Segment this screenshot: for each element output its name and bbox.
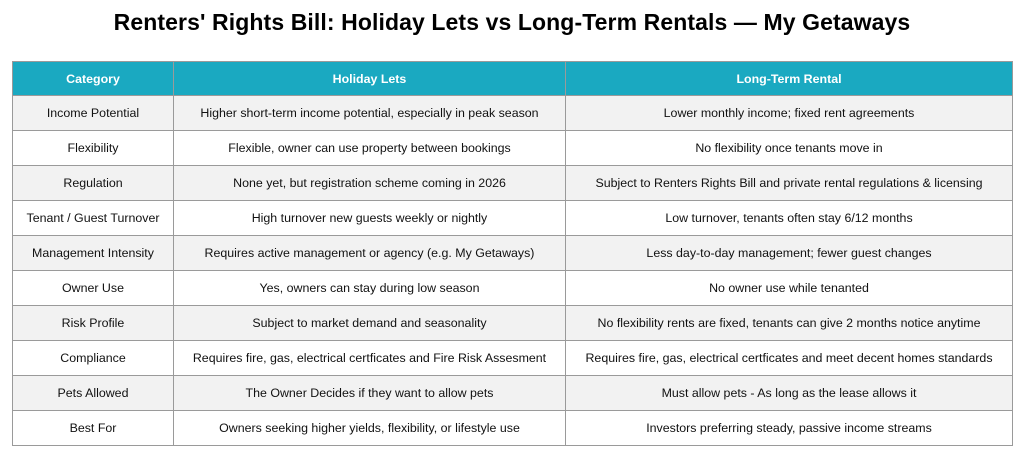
page-title: Renters' Rights Bill: Holiday Lets vs Long-Term Rentals — My Getaways <box>113 9 911 35</box>
category-cell: Management Intensity <box>13 236 174 271</box>
holiday-lets-cell: Subject to market demand and seasonality <box>174 306 566 341</box>
long-term-rental-cell: Investors preferring steady, passive income streams <box>566 411 1013 446</box>
table-row <box>13 201 1013 236</box>
long-term-rental-cell: Requires fire, gas, electrical certficates and meet decent homes standards <box>566 341 1013 376</box>
holiday-lets-cell: Requires active management or agency (e.g. My Getaways) <box>174 236 566 271</box>
long-term-rental-cell: No flexibility once tenants move in <box>566 131 1013 166</box>
long-term-rental-cell: Must allow pets - As long as the lease allows it <box>566 376 1013 411</box>
long-term-rental-cell: Less day-to-day management; fewer guest changes <box>566 236 1013 271</box>
header-holiday-lets: Holiday Lets <box>174 62 566 96</box>
holiday-lets-cell: Flexible, owner can use property between bookings <box>174 131 566 166</box>
holiday-lets-cell: Requires fire, gas, electrical certficates and Fire Risk Assesment <box>174 341 566 376</box>
long-term-rental-cell: Subject to Renters Rights Bill and private rental regulations & licensing <box>566 166 1013 201</box>
category-cell: Tenant / Guest Turnover <box>13 201 174 236</box>
category-cell: Risk Profile <box>13 306 174 341</box>
long-term-rental-cell: No owner use while tenanted <box>566 271 1013 306</box>
holiday-lets-cell: Owners seeking higher yields, flexibility, or lifestyle use <box>174 411 566 446</box>
category-cell: Pets Allowed <box>13 376 174 411</box>
long-term-rental-cell: Lower monthly income; fixed rent agreements <box>566 96 1013 131</box>
table-row <box>13 376 1013 411</box>
category-cell: Compliance <box>13 341 174 376</box>
table-row <box>13 236 1013 271</box>
holiday-lets-cell: The Owner Decides if they want to allow pets <box>174 376 566 411</box>
category-cell: Best For <box>13 411 174 446</box>
category-cell: Owner Use <box>13 271 174 306</box>
holiday-lets-cell: None yet, but registration scheme coming in 2026 <box>174 166 566 201</box>
header-long-term-rental: Long-Term Rental <box>566 62 1013 96</box>
table-row <box>13 411 1013 446</box>
table-row <box>13 96 1013 131</box>
category-cell: Income Potential <box>13 96 174 131</box>
table-row <box>13 166 1013 201</box>
table-header-row <box>13 62 1013 96</box>
category-cell: Regulation <box>13 166 174 201</box>
holiday-lets-cell: Yes, owners can stay during low season <box>174 271 566 306</box>
table-row <box>13 131 1013 166</box>
holiday-lets-cell: High turnover new guests weekly or nightly <box>174 201 566 236</box>
table-row <box>13 341 1013 376</box>
holiday-lets-cell: Higher short-term income potential, especially in peak season <box>174 96 566 131</box>
table-row <box>13 271 1013 306</box>
category-cell: Flexibility <box>13 131 174 166</box>
long-term-rental-cell: Low turnover, tenants often stay 6/12 months <box>566 201 1013 236</box>
header-category: Category <box>13 62 174 96</box>
long-term-rental-cell: No flexibility rents are fixed, tenants can give 2 months notice anytime <box>566 306 1013 341</box>
table-row <box>13 306 1013 341</box>
comparison-table <box>12 61 1013 446</box>
